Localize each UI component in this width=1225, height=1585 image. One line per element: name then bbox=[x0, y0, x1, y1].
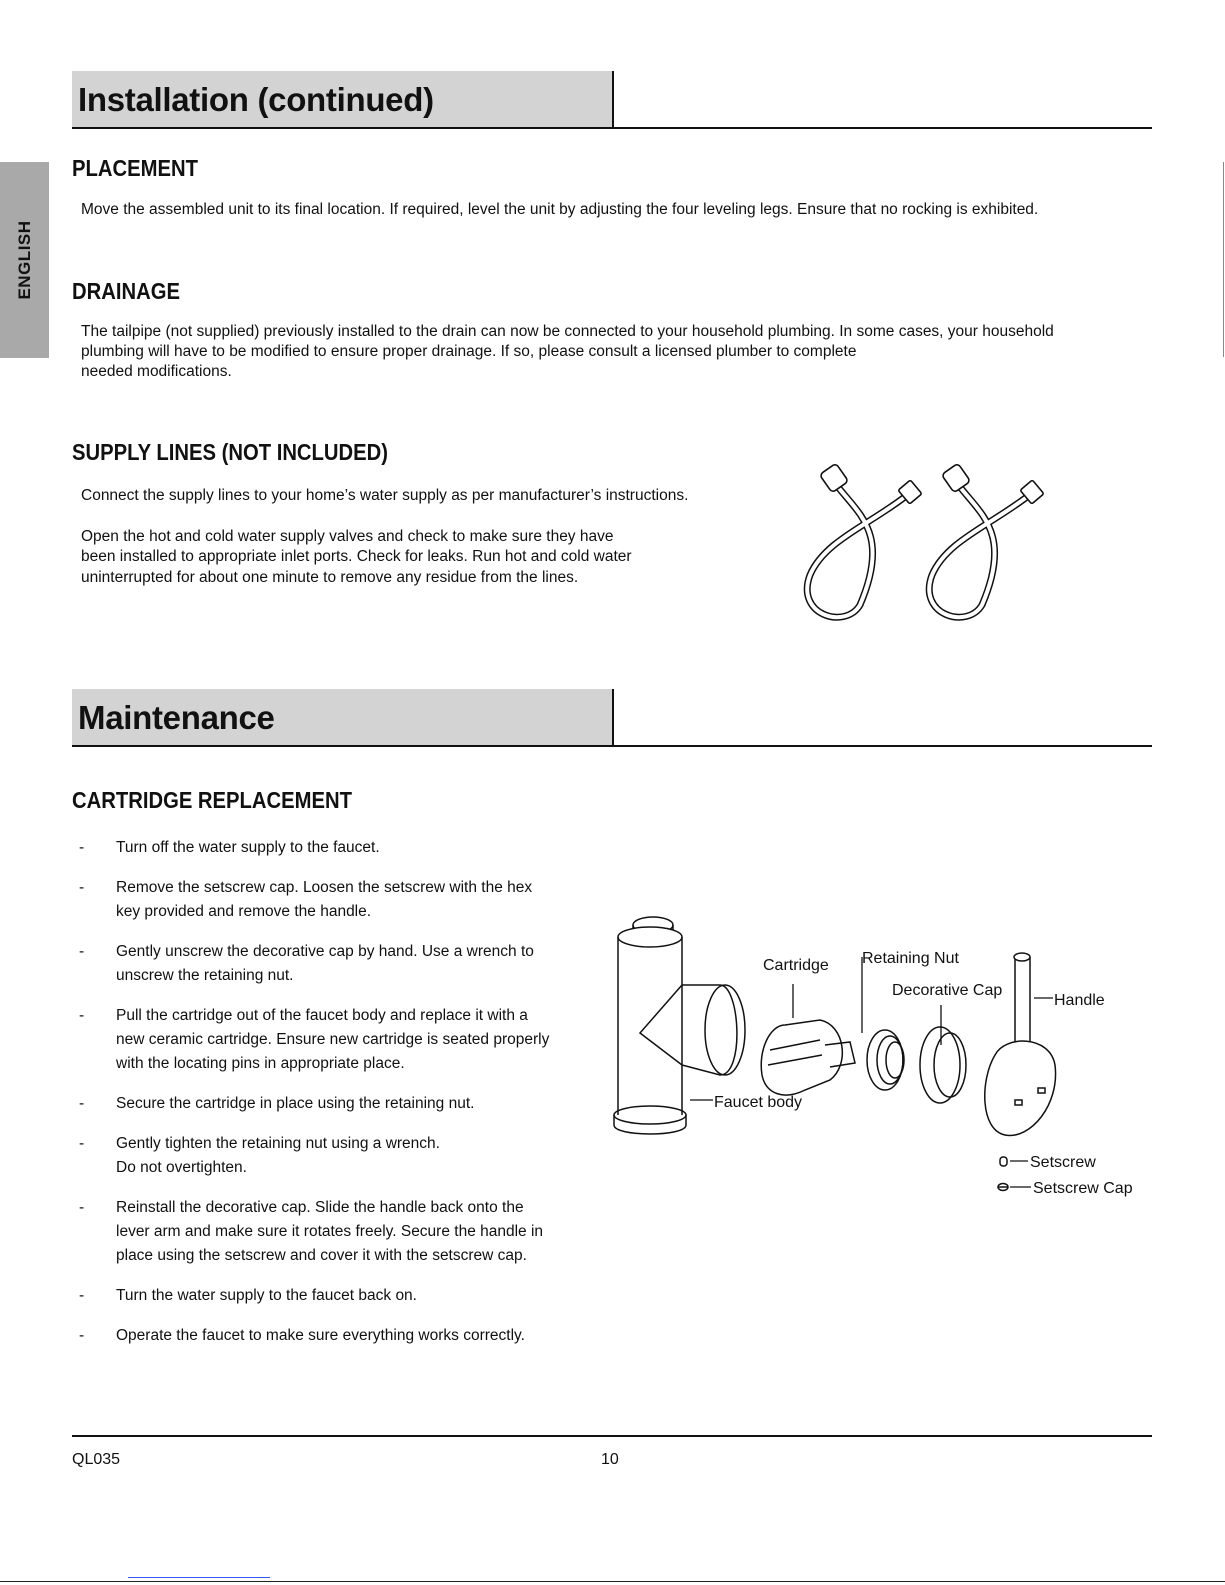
step-text-line: Remove the setscrew cap. Loosen the setscrew with the hex bbox=[116, 879, 533, 896]
step-text-line: Reinstall the decorative cap. Slide the handle back onto the bbox=[116, 1199, 524, 1216]
step-bullet: - bbox=[79, 1287, 85, 1304]
language-tab-label: ENGLISH bbox=[14, 220, 34, 300]
supply-heading: SUPPLY LINES (NOT INCLUDED) bbox=[72, 439, 389, 465]
page-number: 10 bbox=[601, 1451, 619, 1468]
step-text-line: Secure the cartridge in place using the retaining nut. bbox=[116, 1095, 475, 1112]
faucet-exploded-diagram bbox=[610, 905, 1155, 1210]
step-text-line: Turn the water supply to the faucet back on. bbox=[116, 1287, 417, 1304]
maintenance-title: Maintenance bbox=[78, 699, 275, 736]
label-handle: Handle bbox=[1054, 992, 1105, 1009]
cartridge-step bbox=[72, 940, 592, 988]
drainage-line-3: needed modifications. bbox=[81, 363, 232, 380]
label-setscrew-cap: Setscrew Cap bbox=[1033, 1180, 1133, 1197]
supply-hoses-illustration bbox=[800, 455, 1070, 625]
step-text-line: with the locating pins in appropriate place. bbox=[116, 1055, 405, 1072]
step-bullet: - bbox=[79, 1135, 85, 1152]
page-edge-mark bbox=[1223, 162, 1224, 357]
step-text-line: place using the setscrew and cover it with the setscrew cap. bbox=[116, 1247, 527, 1264]
bottom-link-underline bbox=[128, 1577, 270, 1578]
label-faucet-body: Faucet body bbox=[714, 1094, 803, 1111]
supply-line-2: Open the hot and cold water supply valves and check to make sure they have bbox=[81, 528, 614, 545]
step-text-line: Operate the faucet to make sure everything works correctly. bbox=[116, 1327, 525, 1344]
drainage-line-2: plumbing will have to be modified to ensure proper drainage. If so, please consult a licensed plumber to complete bbox=[81, 343, 857, 360]
supply-line-4: uninterrupted for about one minute to remove any residue from the lines. bbox=[81, 569, 579, 586]
label-decorative-cap: Decorative Cap bbox=[892, 982, 1003, 999]
cartridge-step bbox=[72, 1004, 592, 1076]
cartridge-step bbox=[72, 1132, 592, 1180]
supply-line-1: Connect the supply lines to your home’s water supply as per manufacturer’s instructions. bbox=[81, 487, 689, 504]
cartridge-step bbox=[72, 836, 592, 860]
cartridge-heading: CARTRIDGE REPLACEMENT bbox=[72, 787, 352, 813]
footer-rule bbox=[72, 1435, 1152, 1437]
step-text-line: key provided and remove the handle. bbox=[116, 903, 372, 920]
placement-text: Move the assembled unit to its final location. If required, level the unit by adjusting the four leveling legs. Ensure that no rocking is exhibited. bbox=[81, 201, 1039, 218]
installation-section-bar bbox=[72, 71, 1152, 129]
step-bullet: - bbox=[79, 943, 85, 960]
step-bullet: - bbox=[79, 879, 85, 896]
step-bullet: - bbox=[79, 1007, 85, 1024]
cartridge-step bbox=[72, 876, 592, 924]
step-bullet: - bbox=[79, 1327, 85, 1344]
step-text-line: lever arm and make sure it rotates freely. Secure the handle in bbox=[116, 1223, 544, 1240]
step-text-line: unscrew the retaining nut. bbox=[116, 967, 294, 984]
step-text-line: new ceramic cartridge. Ensure new cartridge is seated properly bbox=[116, 1031, 550, 1048]
label-setscrew: Setscrew bbox=[1030, 1154, 1096, 1171]
cartridge-step bbox=[72, 1324, 592, 1348]
cartridge-step bbox=[72, 1196, 592, 1268]
step-text-line: Gently unscrew the decorative cap by hand. Use a wrench to bbox=[116, 943, 534, 960]
label-cartridge: Cartridge bbox=[763, 957, 829, 974]
step-bullet: - bbox=[79, 1095, 85, 1112]
page-bottom-border bbox=[0, 1581, 1225, 1582]
step-text-line: Pull the cartridge out of the faucet body and replace it with a bbox=[116, 1007, 528, 1024]
label-retaining-nut: Retaining Nut bbox=[862, 950, 959, 967]
placement-heading: PLACEMENT bbox=[72, 155, 198, 181]
step-text-line: Do not overtighten. bbox=[116, 1159, 247, 1176]
cartridge-steps-list bbox=[72, 836, 592, 1348]
footer-model: QL035 bbox=[72, 1451, 121, 1468]
step-text-line: Gently tighten the retaining nut using a wrench. bbox=[116, 1135, 440, 1152]
cartridge-step bbox=[72, 1092, 592, 1116]
maintenance-section-bar bbox=[72, 689, 1152, 747]
step-bullet: - bbox=[79, 839, 85, 856]
drainage-line-1: The tailpipe (not supplied) previously installed to the drain can now be connected to your household plumbing. In some cases, your household bbox=[81, 323, 1054, 340]
step-text-line: Turn off the water supply to the faucet. bbox=[116, 839, 380, 856]
drainage-heading: DRAINAGE bbox=[72, 278, 180, 304]
supply-line-3: been installed to appropriate inlet ports. Check for leaks. Run hot and cold water bbox=[81, 548, 632, 565]
installation-title: Installation (continued) bbox=[78, 81, 434, 118]
step-bullet: - bbox=[79, 1199, 85, 1216]
cartridge-step bbox=[72, 1284, 592, 1308]
language-tab bbox=[0, 162, 49, 358]
